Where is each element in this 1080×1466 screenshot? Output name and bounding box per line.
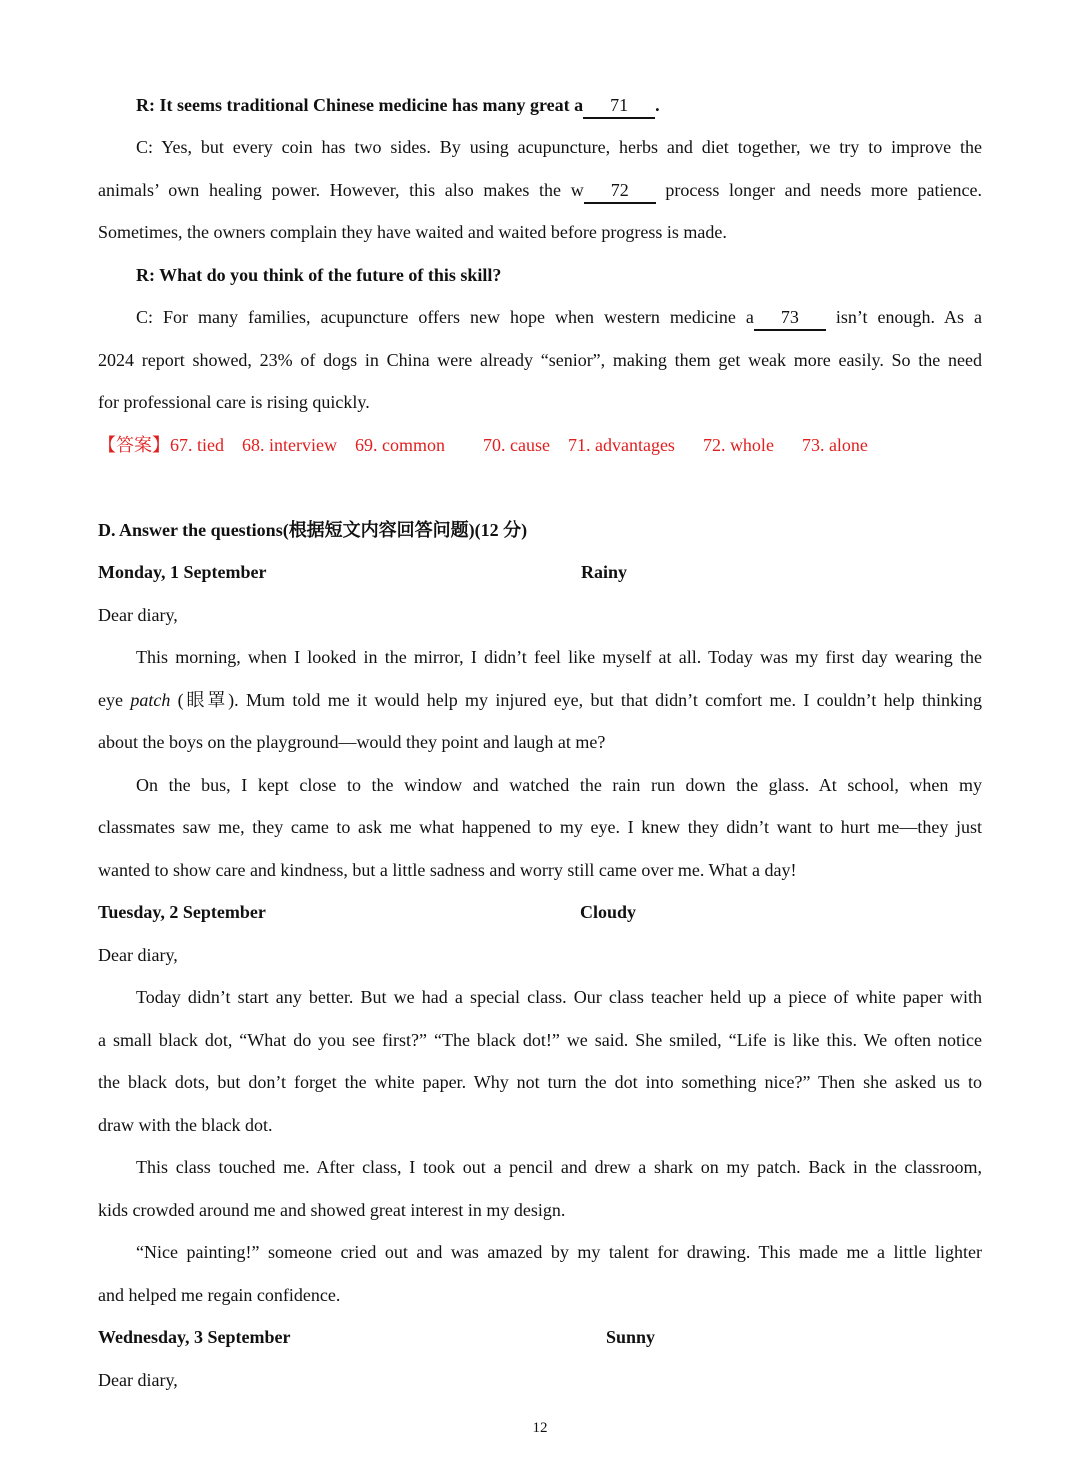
diary-p3-line2: a small black dot, “What do you see first?” “The black dot!” we said. She smiled, “Life is like this. We often notice [98,1030,982,1050]
diary-p3-line1: Today didn’t start any better. But we had a special class. Our class teacher held up a piece of white paper with [136,987,982,1007]
answer-item: 67. tied [170,435,224,455]
blank-71: 71 [583,93,655,119]
diary-p5-line1: “Nice painting!” someone cried out and was amazed by my talent for drawing. This made me a little lighter [136,1242,982,1262]
dialogue-c1-line2: animals’ own healing power. However, this also makes the w 72 process longer and needs more patience. [98,178,982,204]
diary-p2-line3: wanted to show care and kindness, but a little sadness and worry still came over me. What a day! [98,860,797,880]
diary-p2-line2: classmates saw me, they came to ask me what happened to my eye. I knew they didn’t want to hurt me—they just [98,817,982,837]
answer-item: 71. advantages [567,435,675,455]
blank-72: 72 [584,178,656,204]
answer-item: 68. interview [242,435,337,455]
diary-p3-line3: the black dots, but don’t forget the white paper. Why not turn the dot into something nice?” Then she asked us to [98,1072,982,1092]
dialogue-c2-line1: C: For many families, acupuncture offers new hope when western medicine a 73 isn’t enough. As a [136,305,982,331]
answer-item: 73. alone [801,435,868,455]
diary-date-3: Wednesday, 3 September [98,1327,291,1347]
answer-item: 70. cause [482,435,550,455]
diary-p3-line4: draw with the black dot. [98,1115,273,1135]
page-number: 12 [532,1420,548,1436]
diary-date-1: Monday, 1 September [98,562,267,582]
diary-weather-1: Rainy [581,562,628,582]
diary-weather-3: Sunny [606,1327,656,1347]
diary-p4-line1: This class touched me. After class, I took out a pencil and drew a shark on my patch. Back in the classroom, [136,1157,982,1177]
dialogue-c1-line3: Sometimes, the owners complain they have waited and waited before progress is made. [98,222,727,242]
answer-item: 72. whole [702,435,774,455]
dialogue-r2: R: What do you think of the future of this skill? [136,265,502,285]
diary-p1-line3: about the boys on the playground—would they point and laugh at me? [98,732,606,752]
diary-greeting-2: Dear diary, [98,945,178,965]
blank-73: 73 [754,305,826,331]
diary-weather-2: Cloudy [580,902,637,922]
diary-date-2: Tuesday, 2 September [98,902,266,922]
diary-p5-line2: and helped me regain confidence. [98,1285,341,1305]
answer-label: 【答案】 [98,435,170,455]
answer-key [98,433,982,457]
diary-p1-line2: eye patch (眼罩). Mum told me it would help my injured eye, but that didn’t comfort me. I couldn’t help thinking [98,690,982,710]
section-d-heading: D. Answer the questions(根据短文内容回答问题)(12 分) [98,520,528,540]
answer-item: 69. common [354,435,445,455]
diary-greeting-3: Dear diary, [98,1370,178,1390]
diary-p1-line1: This morning, when I looked in the mirror, I didn’t feel like myself at all. Today was my first day wearing the [136,647,982,667]
dialogue-c2-line2: 2024 report showed, 23% of dogs in China were already “senior”, making them get weak more easily. So the need [98,350,982,370]
diary-p4-line2: kids crowded around me and showed great interest in my design. [98,1200,566,1220]
dialogue-r1: R: It seems traditional Chinese medicine has many great a 71 . [136,93,982,119]
dialogue-c1-line1: C: Yes, but every coin has two sides. By using acupuncture, herbs and diet together, we try to improve the [136,137,982,157]
dialogue-c2-line3: for professional care is rising quickly. [98,392,370,412]
diary-p2-line1: On the bus, I kept close to the window and watched the rain run down the glass. At school, when my [136,775,982,795]
diary-greeting-1: Dear diary, [98,605,178,625]
